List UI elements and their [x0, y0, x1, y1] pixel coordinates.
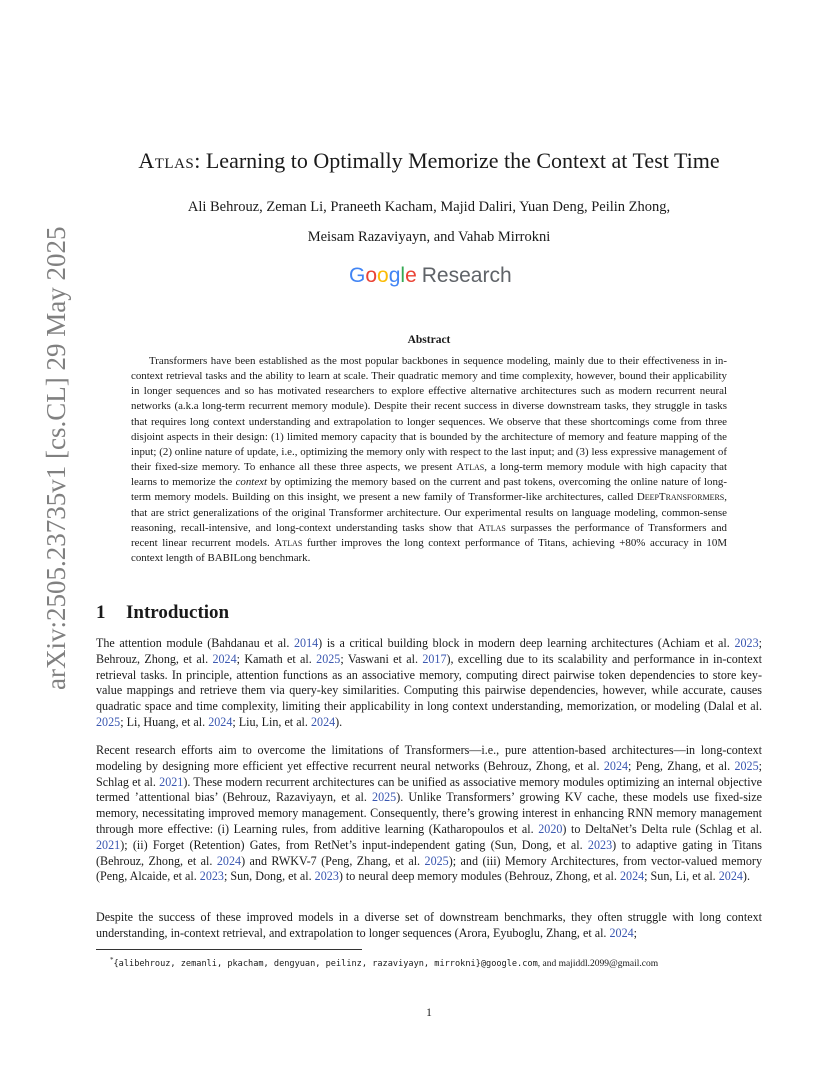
citation-link[interactable]: 2024	[619, 869, 645, 884]
author-list	[96, 192, 762, 252]
intro-paragraph-1	[96, 636, 762, 731]
logo-letter: e	[405, 264, 417, 287]
body-text: Recent research efforts aim to overcome the limitations of Transformers—i.e., pure attention-based architectures—in long-context modeling by designing more efficient yet effective recurrent neural networks (Behrouz, Zhong, et al.	[96, 743, 762, 773]
section-heading-introduction	[96, 600, 229, 626]
body-text: ; Liu, Lin, et al.	[232, 714, 311, 729]
abstract-emphasis: context	[235, 476, 268, 489]
citation-link[interactable]: 2024	[208, 714, 233, 729]
citation-link[interactable]: 2025	[372, 790, 397, 805]
footnote-email-list[interactable]: {alibehrouz, zemanli, pkacham, dengyuan, peilinz, razaviyayn, mirrokni}@google.com	[113, 959, 538, 970]
paper-title	[96, 145, 762, 177]
logo-letter: G	[349, 264, 366, 287]
body-text: ), excelling due to its scalability and performance in in-context retrieval tasks. In principle, attention functions as an associative memory, computing direct pairwise token dependencies to store key-value mappings and retrieve them via query-key similarities. Computing this pairwise dependencies, however, while accurate, causes quadratic space and time complexity, limiting their applicability in long context understanding, memorization, or modeling (Dalal et al.	[96, 651, 762, 714]
body-text: ).	[742, 869, 750, 884]
citation-link[interactable]: 2024	[212, 651, 237, 666]
citation-link[interactable]: 2014	[293, 636, 319, 650]
body-text: ; Vaswani et al.	[340, 651, 423, 666]
body-text: The attention module (Bahdanau et al.	[96, 636, 294, 650]
section-number: 1	[96, 602, 106, 623]
intro-paragraph-3	[96, 910, 762, 942]
page-number: 1	[426, 1007, 432, 1019]
citation-link[interactable]: 2024	[609, 925, 634, 940]
body-text: ; Li, Huang, et al.	[120, 714, 209, 729]
citation-link[interactable]: 2023	[199, 869, 224, 884]
logo-letter: l	[400, 264, 406, 287]
body-text: ) is a critical building block in modern deep learning architectures (Achiam et al.	[318, 636, 735, 650]
abstract-text: surpasses the performance of Transformers and recent linear recurrent models.	[131, 521, 727, 549]
body-text: ) to DeltaNet’s Delta rule (Schlag et al.	[562, 821, 762, 836]
citation-link[interactable]: 2021	[96, 837, 121, 852]
authors-line-2: Meisam Razaviyayn, and Vahab Mirrokni	[307, 229, 551, 245]
body-text: ; Peng, Zhang, et al.	[628, 758, 735, 773]
abstract-text: by optimizing the memory based on the current and past tokens, overcoming the online nature of long-term memory models. Building on this insight, we present a new family of Transformer-like architectures, called	[131, 476, 728, 504]
footnote-mark: *	[110, 956, 114, 964]
abstract-heading: Abstract	[407, 334, 451, 346]
abstract-text: Transformers have been established as the most popular backbones in sequence modeling, mainly due to their effectiveness in in-context retrieval tasks and the ability to learn at scale. Their quadratic memory and time complexity, however, bound their applicability in longer sequences and so has motivated researchers to explore effective alternative architectures such as modern recurrent neural networks (a.k.a long-term recurrent memory module). Despite their recent success in diverse downstream tasks, they struggle in tasks that requires long context understanding and extrapolation to longer sequences. We observe that these shortcomings come from three disjoint aspects in their design: (1) limited memory capacity that is bounded by the architecture of memory and feature mapping of the input; (2) online nature of update, i.e., optimizing the memory only with respect to the last input; and (3) less expressive management of their fixed-size memory. To enhance all these three aspects, we present	[131, 355, 727, 474]
abstract-text: further improves the long context performance of Titans, achieving +80% accuracy in 10M context length of BABILong benchmark.	[131, 536, 728, 565]
body-text: Despite the success of these improved models in a diverse set of downstream benchmarks, they often struggle with long context understanding, in-context retrieval, and extrapolation to longer sequences (Arora, Eyuboglu, Zhang, et al.	[96, 910, 762, 940]
google-research-logo	[349, 262, 512, 290]
body-text: ; Sun, Li, et al.	[644, 869, 719, 884]
body-text: ); (ii) Forget (Retention) Gates, from RetNet’s input-independent gating (Sun, Dong, et al.	[120, 837, 588, 852]
citation-link[interactable]: 2024	[603, 758, 629, 773]
body-text: ).	[335, 714, 343, 729]
body-text: ) to adaptive gating in Titans (Behrouz, Zhong, et al.	[96, 837, 762, 868]
citation-link[interactable]: 2025	[96, 714, 121, 729]
authors-line-1: Ali Behrouz, Zeman Li, Praneeth Kacham, Majid Daliri, Yuan Deng, Peilin Zhong,	[187, 199, 671, 215]
citation-link[interactable]: 2024	[718, 869, 743, 884]
deeptransformers-name: DeepTransformers	[636, 491, 725, 504]
citation-link[interactable]: 2025	[734, 758, 759, 773]
atlas-name: Atlas	[477, 521, 506, 534]
body-text: ) to neural deep memory modules (Behrouz, Zhong, et al.	[338, 869, 620, 884]
body-text: ). These modern recurrent architectures can be unified as associative memory modules optimizing an internal objective termed ’attentional bias’ (Behrouz, Razaviyayn, et al.	[96, 774, 762, 805]
title-rest: : Learning to Optimally Memorize the Context at Test Time	[194, 148, 720, 173]
citation-link[interactable]: 2024	[216, 853, 242, 868]
atlas-name: Atlas	[456, 461, 485, 474]
body-text: ). Unlike Transformers’ growing KV cache, these models use fixed-size memory, necessitating improved memory management. Consequently, there’s growing interest in enhancing RNN memory management through more effective: (i) Learning rules, from additive learning (Katharopoulos et al.	[96, 790, 762, 836]
body-text: ; Schlag et al.	[96, 758, 763, 789]
citation-link[interactable]: 2021	[159, 774, 184, 789]
logo-letter: o	[377, 264, 389, 287]
citation-link[interactable]: 2023	[587, 837, 613, 852]
atlas-name: Atlas	[274, 536, 303, 549]
logo-letter: g	[388, 264, 401, 287]
body-text: ) and RWKV-7 (Peng, Zhang, et al.	[241, 853, 425, 868]
body-text: ; Behrouz, Zhong, et al.	[96, 636, 762, 666]
citation-link[interactable]: 2023	[734, 636, 759, 650]
section-title: Introduction	[126, 602, 230, 623]
body-text: ); and (iii) Memory Architectures, from vector-valued memory (Peng, Alcaide, et al.	[96, 853, 762, 884]
citation-link[interactable]: 2025	[316, 651, 341, 666]
citation-link[interactable]: 2025	[424, 853, 449, 868]
citation-link[interactable]: 2020	[538, 821, 563, 836]
abstract-text: , that are strict generalizations of the original Transformer architecture. Our experimental results on language modeling, common-sense reasoning, recall-intensive, and long-context understanding tasks show that	[131, 491, 727, 534]
intro-paragraph-2	[96, 743, 762, 885]
body-text: ;	[633, 925, 638, 940]
footnote-divider	[96, 949, 362, 950]
footnote-emails	[110, 954, 750, 971]
logo-letter: o	[365, 264, 378, 287]
body-text: ; Kamath et al.	[236, 651, 317, 666]
arxiv-identifier[interactable]: arXiv:2505.23735v1 [cs.CL] 29 May 2025	[41, 226, 71, 690]
footnote-email-tail[interactable]: , and majiddl.2099@gmail.com	[537, 959, 659, 970]
citation-link[interactable]: 2017	[422, 651, 447, 666]
abstract-body	[131, 354, 727, 566]
logo-research-word: Research	[421, 264, 512, 287]
citation-link[interactable]: 2023	[314, 869, 339, 884]
citation-link[interactable]: 2024	[310, 714, 336, 729]
atlas-name: Atlas	[138, 148, 195, 173]
body-text: ; Sun, Dong, et al.	[223, 869, 315, 884]
abstract-text: , a long-term memory module with high capacity that learns to memorize the	[131, 461, 727, 489]
